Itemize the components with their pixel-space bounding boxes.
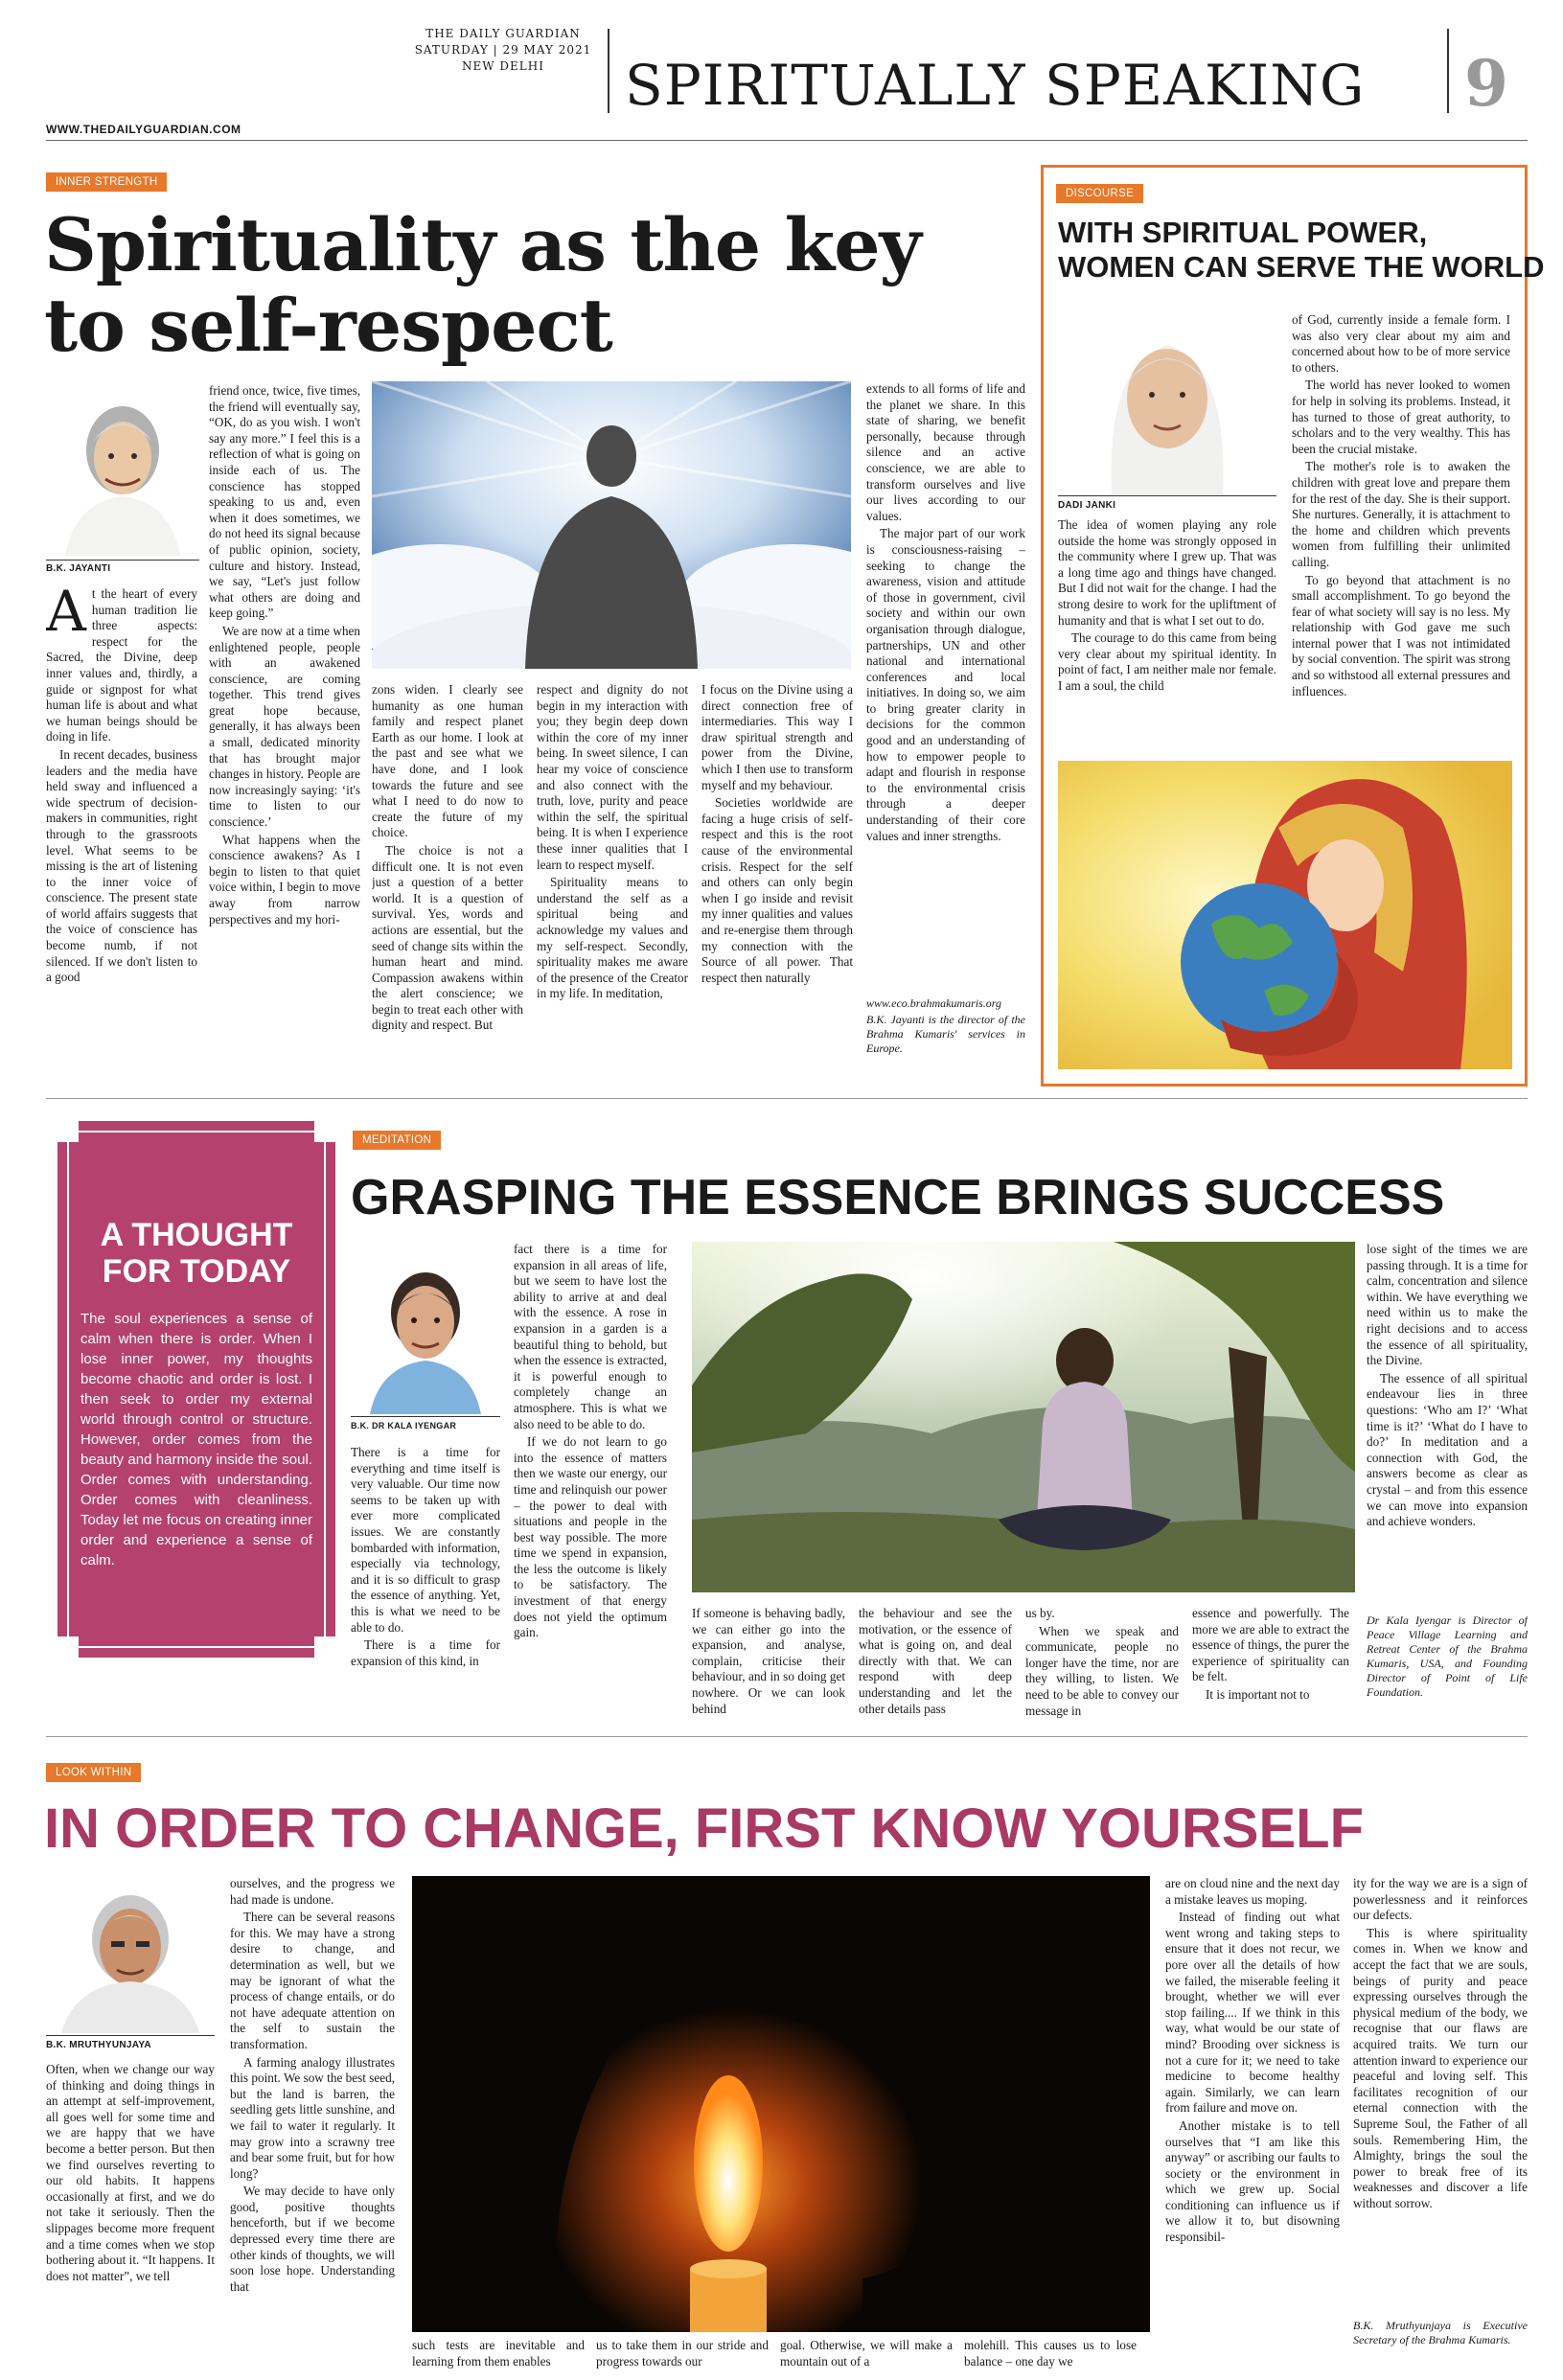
masthead-divider-left	[608, 29, 609, 113]
article3-col3: If someone is behaving badly, we can either go into the expansion, and analyse, complain, criticise their behaviour, and in so doing get nowhere. Or we can look behind	[692, 1606, 845, 1716]
headline-know-yourself: IN ORDER TO CHANGE, FIRST KNOW YOURSELF	[44, 1797, 1365, 1860]
article2-col1: The idea of women playing any role outside the home was strongly opposed in the community where I grew up. That was a long time ago and things have changed. But I did not wait for the change. I had the strong desire to work for the upliftment of humanity and that is what I set out to do. The courage to do this came from being very clear about my spiritual identity. In point of fact, I am neither male nor female. I am a soul, the child	[1058, 517, 1276, 693]
author-caption-dadi-janki: DADI JANKI	[1058, 500, 1116, 511]
author-caption-jayanti: B.K. JAYANTI	[46, 563, 111, 574]
article3-col5: us by. When we speak and communicate, people no longer have the time, nor are they willing, to listen. We need to be able to convey our message in	[1025, 1606, 1179, 1718]
headline-women-1: WITH SPIRITUAL POWER,	[1058, 216, 1428, 249]
article2-col2: of God, currently inside a female form. I was also very clear about my aim and concerned about how to be of more service to others. The world has never looked to women for help in solving its problems. Instead, it has turned to those of great authority, to scholars and to the very wealthy. This has been the crucial mistake. The mother's role is to awaken the children with great love and prepare them for the rest of the day. She is their support. She nurtures. Generally, it is attachment to the home and children which prevents women from fulfilling their unlimited calling. To go beyond that attachment is no small accomplishment. To go beyond the fear of what society will say is no less. My relationship with God gave me such internal power that I was not intimidated by social convention. The spirit was strong and so withstood all external pressures and influences.	[1292, 312, 1510, 698]
caption-rule-kala	[351, 1416, 500, 1417]
caption-rule-jayanti	[46, 560, 199, 561]
tag-discourse: DISCOURSE	[1056, 184, 1143, 203]
section-title: SPIRITUALLY SPEAKING	[625, 53, 1366, 118]
tag-look-within: LOOK WITHIN	[46, 1763, 141, 1782]
masthead-divider-right	[1447, 29, 1449, 113]
headline-self-respect-1: Spirituality as the key	[44, 202, 921, 287]
masthead-rule	[46, 140, 1528, 141]
page-number: 9	[1464, 46, 1508, 121]
tag-inner-strength: INNER STRENGTH	[46, 172, 167, 192]
headline-self-respect-2: to self-respect	[44, 283, 612, 368]
article4-col5: goal. Otherwise, we will make a mountain out of a	[780, 2338, 953, 2369]
article3-credit: Dr Kala Iyengar is Director of Peace Village Learning and Retreat Center of the Brahma Kumaris, USA, and Founding Director of Point of Life Foundation.	[1367, 1613, 1528, 1699]
caption-rule-dadi	[1058, 495, 1276, 496]
article4-credit: B.K. Mruthyunjaya is Executive Secretary of the Brahma Kumaris.	[1353, 2319, 1528, 2346]
thought-title-2: FOR TODAY	[102, 1253, 291, 1290]
caption-rule-mruthyunjaya	[46, 2035, 215, 2036]
author-photo-jayanti	[46, 383, 199, 556]
article1-col2: friend once, twice, five times, the friend will eventually say, “OK, do as you wish. I won't say any more.” I feel this is a reflection of what is going on inside each of us. The conscience has stopped speaking to us and, even when it does sometimes, we do not heed its signal because of public opinion, society, culture and history. Instead, we say, “Let's just follow what others are doing and keep going.” We are now at a time when enlightened people, people with an awakened conscience, are coming together. This trend gives great hope because, generally, it has always been a small, dedicated minority that has brought major changes in history. People are now increasingly saying: ‘it's time to listen to our conscience.’ What happens when the conscience awakens? As I begin to listen to that quiet voice within, I begin to move away from narrow perspectives and my hori-	[209, 383, 360, 927]
thought-box	[57, 1121, 335, 1658]
thought-title-1: A THOUGHT	[100, 1217, 293, 1253]
masthead-paper: THE DAILY GUARDIAN	[425, 27, 581, 40]
article1-col5: I focus on the Divine using a direct connection free of intermediaries. This way I draw spiritual strength and power from the Divine, which I then use to transform myself and my behaviour. Societies worldwide are facing a huge crisis of self-respect and this is the root cause of the environmental crisis. Respect for the self and others can only begin when I go inside and revisit my inner qualities and values and re-energise them through my connection with the Source of all power. That respect then naturally	[701, 682, 853, 985]
article4-col7: are on cloud nine and the next day a mistake leaves us moping. Instead of finding out what went wrong and taking steps to ensure that it does not recur, we pore over all the details of how we failed, the miserable feeling it brought, whether we will ever stop failing.... If we think in this way, what would be our state of mind? Brooding over sickness is not a cure for it; we need to take medicine to become healthy again. Similarly, we can learn from failure and move on. Another mistake is to tell ourselves that “I am like this anyway” or ascribing our faults to society or the environment in which we grew up. Social conditioning can influence us if we allow it to, but disowning responsibil-	[1165, 1876, 1340, 2245]
article3-col6: essence and powerfully. The more we are able to extract the essence of things, the purer the experience of spirituality can be felt. It is important not to	[1192, 1606, 1349, 1702]
article1-col6: extends to all forms of life and the planet we share. In this state of sharing, we benefit personally, because through silence and an active conscience, we are able to transform ourselves and live our lives according to our values. The major part of our work is consciousness-raising – seeking to change the awareness, vision and attitude of those in government, civil society and within our own organisation through dialogue, partnerships, UN and other national and international conferences and local initiatives. In doing so, we aim to bring greater clarity in decisions for the common good and an understanding of how to empower people to adapt and flourish in response to the environmental crisis through a deeper understanding of their core values and inner strengths.	[866, 381, 1025, 843]
image-meditating-woman	[692, 1242, 1355, 1592]
masthead-date: SATURDAY | 29 MAY 2021	[414, 43, 592, 57]
thought-corner-bottom-right	[314, 1636, 335, 1658]
headline-women-2: WOMEN CAN SERVE THE WORLD	[1058, 250, 1545, 284]
article3-col7: lose sight of the times we are passing through. It is a time for calm, concentration and silence within. We have everything we need within us to make the right decisions and to access the essence of all spirituality, the Divine. The essence of all spiritual endeavour lies in three questions: ‘Who am I?’ ‘What time is it?’ ‘What do I have to do?’ In meditation and a connection with God, the answers become as clear as crystal – and from this essence we can move into expansion and achieve wonders.	[1367, 1242, 1528, 1529]
thought-body: The soul experiences a sense of calm when there is order. When I lose inner power, my thoughts become chaotic and order is lost. I then seek to order my external world through control or structure. However, order comes from the beauty and harmony inside the soul. Order comes with understanding. Order comes with cleanliness. Today let me focus on creating inner order and experience a sense of calm.	[80, 1311, 312, 1568]
headline-essence: GRASPING THE ESSENCE BRINGS SUCCESS	[351, 1170, 1445, 1225]
article1-col3: zons widen. I clearly see humanity as one human family and respect planet Earth as our home. I look at the past and see what we have done, and I look towards the future and see what I need to do now to create the future of my choice. The choice is not a difficult one. It is not even just a question of a better world. It is a question of survival. Yes, words and actions are essential, but the seed of change sits within the human heart and mind. Compassion awakens within the alert conscience; we begin to treat each other with dignity and respect. But	[372, 682, 523, 1033]
website-link[interactable]: WWW.THEDAILYGUARDIAN.COM	[46, 123, 241, 136]
author-caption-mruthyunjaya: B.K. MRUTHYUNJAYA	[46, 2040, 151, 2050]
article4-col2: ourselves, and the progress we had made is undone. There can be several reasons for this. We may have a strong desire to change, and determination as well, but we may be ignorant of what the process of change entails, or do not have adequate attention on the self to sustain the transformation. A farming analogy illustrates this point. We sow the best seed, but the land is barren, the seedling gets little sunshine, and we fail to water it regularly. It may grow into a scrawny tree and bear some fruit, but for how long? We may decide to have only good, positive thoughts henceforth, but if we become depressed every time there are other kinds of thoughts, we will soon lose hope. Understanding that	[230, 1876, 395, 2294]
article4-col1: Often, when we change our way of thinking and doing things in an attempt at self-improvement, all goes well for some time and we are happy that we have become a better person. But then we find ourselves reverting to our old habits. It happens occasionally at first, and we do not take it seriously. Then the slippages become more frequent and a time comes when we stop bothering about it. “It happens. It does not matter”, we tell	[46, 2062, 215, 2283]
article4-col3: such tests are inevitable and learning from them enables	[412, 2338, 585, 2369]
author-photo-kala-iyengar	[351, 1251, 500, 1414]
thought-corner-top-left	[57, 1121, 79, 1142]
article4-col6: molehill. This causes us to lose balance – one day we	[964, 2338, 1137, 2369]
article1-col4: respect and dignity do not begin in my interaction with you; they begin deep down within the core of my inner being. In sweet silence, I can hear my voice of conscience and also connect with the truth, love, purity and peace within the self, the spiritual being. It is when I experience these inner qualities that I learn to respect myself. Spirituality means to understand the self as a spiritual being and acknowledge my values and my self-respect. Secondly, spirituality makes me aware of the presence of the Creator in my life. In meditation,	[537, 682, 688, 1001]
image-woman-globe	[1058, 761, 1512, 1069]
article1-credit: www.eco.brahmakumaris.org B.K. Jayanti is the director of the Brahma Kumaris' services in Europe.	[866, 996, 1025, 1055]
article3-col1: There is a time for everything and time itself is very valuable. Our time now seems to be taken up with ever more complicated issues. We are constantly bombarded with information, especially via technology, and it is so difficult to grasp the essence of anything. Yet, this is what we need to be able to do. There is a time for expansion of this kind, in	[351, 1445, 500, 1668]
thought-corner-top-right	[314, 1121, 335, 1142]
article3-col2: fact there is a time for expansion in all areas of life, but we seem to have lost the ability to arrive at and deal with the essence. A rose in expansion in a garden is a beautiful thing to behold, but when the essence is extracted, it is powerful enough to completely change an atmosphere. This is what we also need to be able to do. If we do not learn to go into the essence of matters then we waste our energy, our time and relinquish our power – the power to deal with situations and people in the best way possible. The more time we spend in expansion, the less the outcome is likely to be satisfactory. The investment of that energy does not yield the optimum gain.	[514, 1242, 667, 1640]
section-rule-1	[46, 1098, 1528, 1099]
article4-col8: ity for the way we are is a sign of powerlessness and it reinforces our defects. This is where spirituality comes in. When we know and accept the fact that we are souls, beings of purity and peace expressing ourselves through the physical medium of the body, we recognise that our flaws are acquired traits. We turn our attention inward to experience our peaceful and loving self. This facilitates recognition of our eternal connection with the Supreme Soul, the Father of all souls. Remembering Him, the Almighty, brings the soul the power to break free of its weaknesses and discover a life without sorrow.	[1353, 1876, 1528, 2210]
tag-meditation: MEDITATION	[353, 1131, 441, 1150]
article1-col1: At the heart of every human tradition lie three aspects: respect for the Sacred, the Divine, deep inner values and, thirdly, a guide or signpost for what human life is about and what we human beings should be doing in life. In recent decades, business leaders and the media have held sway and influenced a wide spectrum of decision-makers in communities, right through to the grassroots level. What seems to be missing is the art of listening to the inner voice of conscience. The present state of world affairs suggests that the voice of conscience has become numb, if not silenced. If we don't listen to a good	[46, 586, 197, 985]
author-photo-mruthyunjaya	[46, 1878, 215, 2033]
article4-col4: us to take them in our stride and progress towards our	[596, 2338, 769, 2369]
image-silhouette-clouds	[372, 381, 851, 669]
author-photo-dadi-janki	[1058, 307, 1276, 494]
author-caption-kala-iyengar: B.K. DR KALA IYENGAR	[351, 1421, 457, 1430]
masthead-city: NEW DELHI	[462, 59, 544, 73]
dropcap: A	[46, 586, 86, 644]
article3-col4: the behaviour and see the motivation, or the essence of what is going on, and deal directly with that. We can respond with deep understanding and let the other details pass	[859, 1606, 1012, 1716]
section-rule-2	[46, 1736, 1528, 1737]
eco-link[interactable]: www.eco.brahmakumaris.org	[866, 996, 1001, 1010]
thought-corner-bottom-left	[57, 1636, 79, 1658]
image-candle-head	[412, 1876, 1150, 2332]
